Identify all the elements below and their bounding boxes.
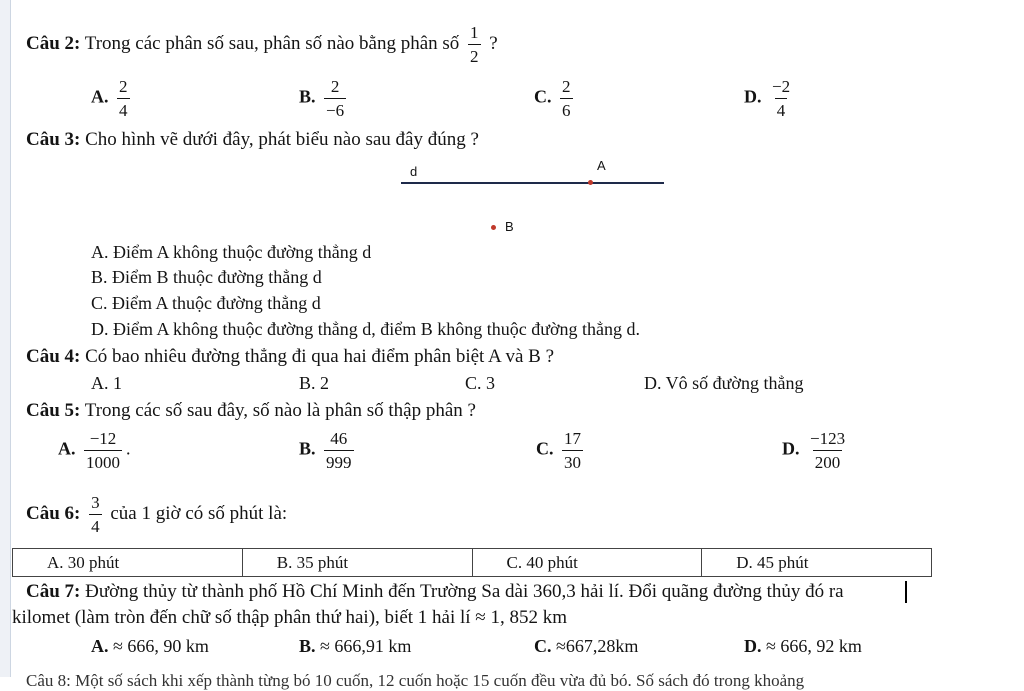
point-a [588,180,593,185]
q4-option-c[interactable]: C. 3 [465,373,496,393]
page-left-margin [0,0,11,677]
q7-option-b[interactable]: B. ≈ 666,91 km [299,636,412,656]
q2-option-d[interactable]: D. $\frac{-2}{4}$ [744,77,791,120]
question-5-stem [26,401,476,420]
question-2-mark: ? [489,32,498,54]
q5-option-a[interactable]: A. $\frac{-12}{1000}$ . [58,429,131,472]
line-d [401,182,664,184]
q6-option-d[interactable]: D. 45 phút [736,553,809,572]
q6-option-b[interactable]: B. 35 phút [243,549,473,576]
q2-option-a[interactable]: A. $\frac{2}{4}$ [91,77,128,120]
q3-option-a[interactable]: A. Điểm A không thuộc đường thẳng d [91,242,372,262]
q7-option-d[interactable]: D. ≈ 666, 92 km [744,636,862,656]
question-7-text: Đường thủy từ thành phố Hồ Chí Minh đến Trường Sa dài 360,3 hải lí. Đổi quãng đường thủy đó ra [85,581,844,602]
question-2-text: Trong các phân số sau, phân số nào bằng phân số [84,32,460,54]
q3-option-c[interactable]: C. Điểm A thuộc đường thẳng d [91,293,321,313]
question-4-label: Câu 4: [26,346,81,367]
question-2-stem [26,24,498,65]
line-d-label: d [410,164,418,179]
q6-option-c[interactable]: C. 40 phút [473,549,703,576]
q2-option-c[interactable]: C. $\frac{2}{6}$ [534,77,571,120]
question-4-stem [26,347,554,366]
question-2-fraction: $\frac{1}{2}$ [470,23,479,66]
q7-option-a[interactable]: A. ≈ 666, 90 km [91,636,209,656]
q5-option-d[interactable]: D. $\frac{-123}{200}$ [782,429,846,472]
text-cursor [905,581,907,603]
question-6-stem [26,494,287,535]
question-6-label: Câu 6: [26,502,81,524]
q5-option-c[interactable]: C. $\frac{17}{30}$ [536,429,581,472]
cutoff-next-question [0,665,1024,690]
question-3-stem [26,130,479,149]
point-a-label: A [597,158,606,173]
question-6-fraction: $\frac{3}{4}$ [91,493,100,536]
q4-option-d[interactable]: D. Vô số đường thẳng [644,373,804,393]
q2-option-b[interactable]: B. $\frac{2}{-6}$ [299,77,345,120]
q4-option-b[interactable]: B. 2 [299,373,330,393]
question-6-text: của 1 giờ có số phút là: [110,502,288,524]
q3-option-d[interactable]: D. Điểm A không thuộc đường thẳng d, điểm B không thuộc đường thẳng d. [91,319,641,339]
q5-option-b[interactable]: B. $\frac{46}{999}$ [299,429,352,472]
question-3-text: Cho hình vẽ dưới đây, phát biểu nào sau đây đúng ? [85,129,479,150]
question-7-stem-line-2: kilomet (làm tròn đến chữ số thập phân thứ hai), biết 1 hải lí ≈ 1, 852 km [12,607,568,628]
question-7-stem-line-1 [26,582,844,601]
question-7-label: Câu 7: [26,581,81,602]
question-2-label: Câu 2: [26,32,81,54]
question-4-text: Có bao nhiêu đường thẳng đi qua hai điểm phân biệt A và B ? [85,346,555,367]
question-5-label: Câu 5: [26,400,81,421]
point-b [491,225,496,230]
q7-option-c[interactable]: C. ≈667,28km [534,636,639,656]
question-3-label: Câu 3: [26,129,81,150]
q6-option-a[interactable]: A. 30 phút [13,549,243,576]
question-5-text: Trong các số sau đây, số nào là phân số thập phân ? [84,400,476,421]
q4-option-a[interactable]: A. 1 [91,373,122,393]
question-6-options-table [12,548,932,577]
point-b-label: B [505,219,514,234]
q3-option-b[interactable]: B. Điểm B thuộc đường thẳng d [91,267,322,287]
cutoff-text: Câu 8: Một số sách khi xếp thành từng bó 10 cuốn, 12 cuốn hoặc 15 cuốn đều vừa đủ bó. Số sách đó trong khoảng [26,671,805,690]
